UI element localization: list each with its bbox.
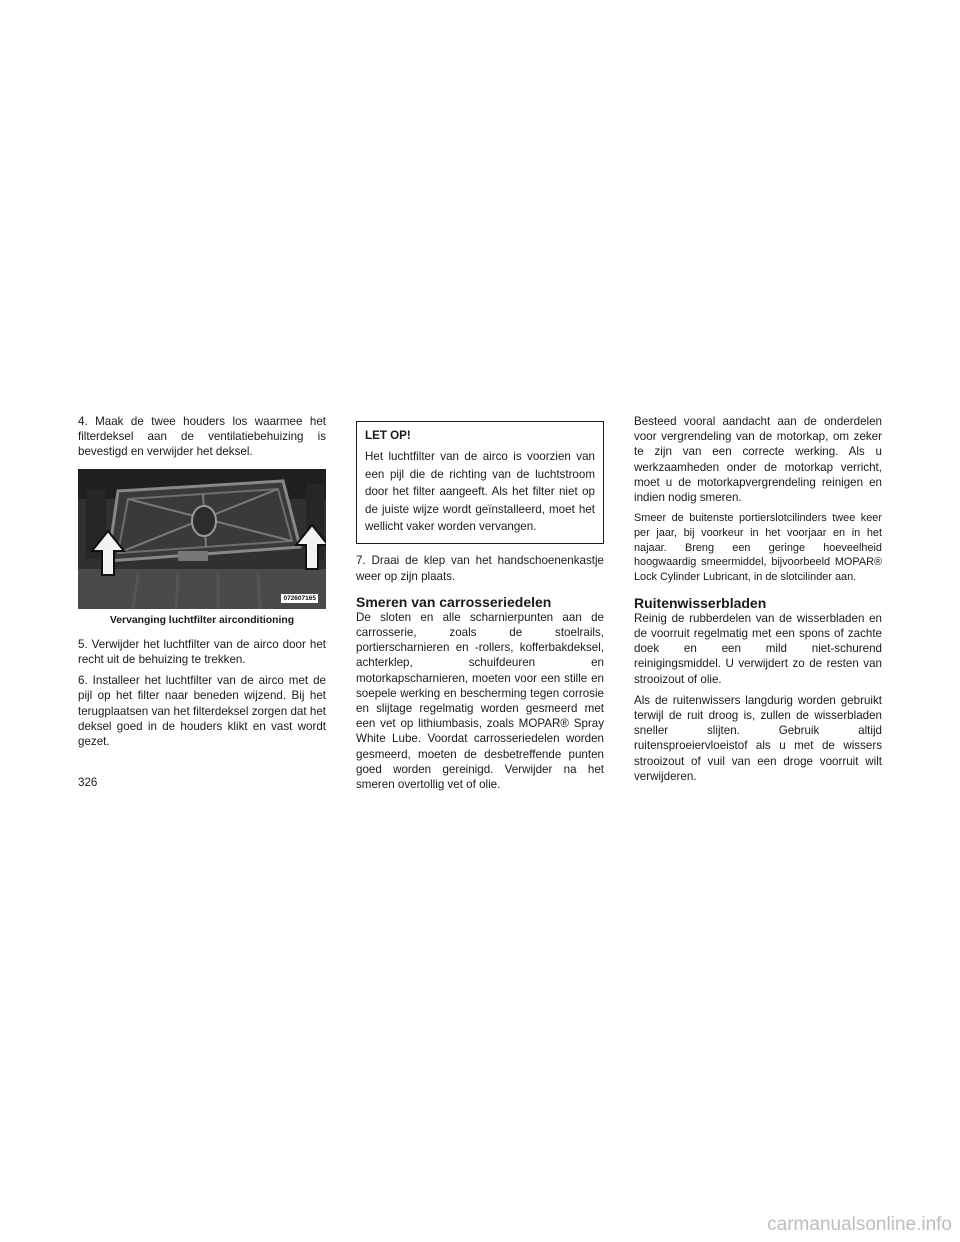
column-2	[356, 414, 604, 798]
step-7-paragraph: 7. Draai de klep van het handschoenenkastje weer op zijn plaats.	[356, 554, 604, 583]
lubrication-paragraph: De sloten en alle scharnierpunten aan de carrosserie, zoals de stoelrails, portierscharnieren en -rollers, kofferbakdeksel, achterklep, schuifdeuren en motorkapscharnieren, moeten voor een stille en soepele werking en bescherming tegen corrosie en slijtage regelmatig worden gesmeerd met een vet op lithiumbasis, zoals MOPAR® Spray White Lube. Voordat carrosseriedelen worden gesmeerd, moeten de desbetreffende punten goed worden gereinigd. Verwijder na het smeren overtollig vet of olie.	[356, 610, 604, 792]
watermark: carmanualsonline.info	[767, 1214, 952, 1235]
wiper-cleaning-paragraph: Reinig de rubberdelen van de wisserbladen en de voorruit regelmatig met een spons of zachte doek en een mild niet-schurend reinigingsmiddel. U verwijdert zo de resten van strooizout of olie.	[634, 611, 882, 686]
step-6-paragraph: 6. Installeer het luchtfilter van de airco met de pijl op het filter naar beneden wijzend. Bij het terugplaatsen van het filterdeksel zorgen dat het deksel goed in de houders klikt en vast wordt gezet.	[78, 674, 326, 749]
page-number: 326	[78, 776, 98, 789]
warning-body: Het luchtfilter van de airco is voorzien van een pijl die de richting van de luchtstroom door het filter aangeeft. Als het filter niet op de juiste wijze wordt geïnstalleerd, moet het wellicht vaker worden vervangen.	[365, 450, 595, 534]
figure-code: 072607165	[283, 594, 316, 602]
step-5-paragraph: 5. Verwijder het luchtfilter van de airco door het recht uit de behuizing te trekken.	[78, 637, 326, 667]
warning-title: LET OP!	[365, 429, 411, 442]
air-filter-photo	[78, 469, 326, 609]
hood-latch-paragraph: Besteed vooral aandacht aan de onderdelen voor vergrendeling van de motorkap, om zeker te zijn van een correcte werking. Als u werkzaamheden onder de motorkap verricht, moet u de motorkapvergrendeling reinigen en indien nodig smeren.	[634, 415, 882, 505]
step-4-paragraph: 4. Maak de twee houders los waarmee het filterdeksel aan de ventilatiebehuizing is bevestigd en verwijder het deksel.	[78, 415, 326, 459]
column-3	[634, 414, 882, 790]
column-1	[78, 414, 326, 755]
lock-cylinder-paragraph: Smeer de buitenste portierslotcilinders twee keer per jaar, bij voorkeur in het voorjaar en in het najaar. Breng een geringe hoeveelheid hoogwaardig smeermiddel, bijvoorbeeld MOPAR® Lock Cylinder Lubricant, in de slotcilinder aan.	[634, 512, 882, 584]
air-filter-illustration	[78, 469, 326, 609]
wiper-wear-paragraph: Als de ruitenwissers langdurig worden gebruikt terwijl de ruit droog is, zullen de wisserbladen sneller slijten. Gebruik altijd ruitensproeiervloeistof als u met de wissers strooizout of vuil van een droge voorruit wilt verwijderen.	[634, 693, 882, 783]
section-heading-wipers: Ruitenwisserbladen	[634, 594, 767, 611]
section-heading-lubrication: Smeren van carrosseriedelen	[356, 593, 552, 610]
figure-caption: Vervanging luchtfilter airconditioning	[109, 614, 295, 626]
warning-box	[356, 421, 604, 544]
